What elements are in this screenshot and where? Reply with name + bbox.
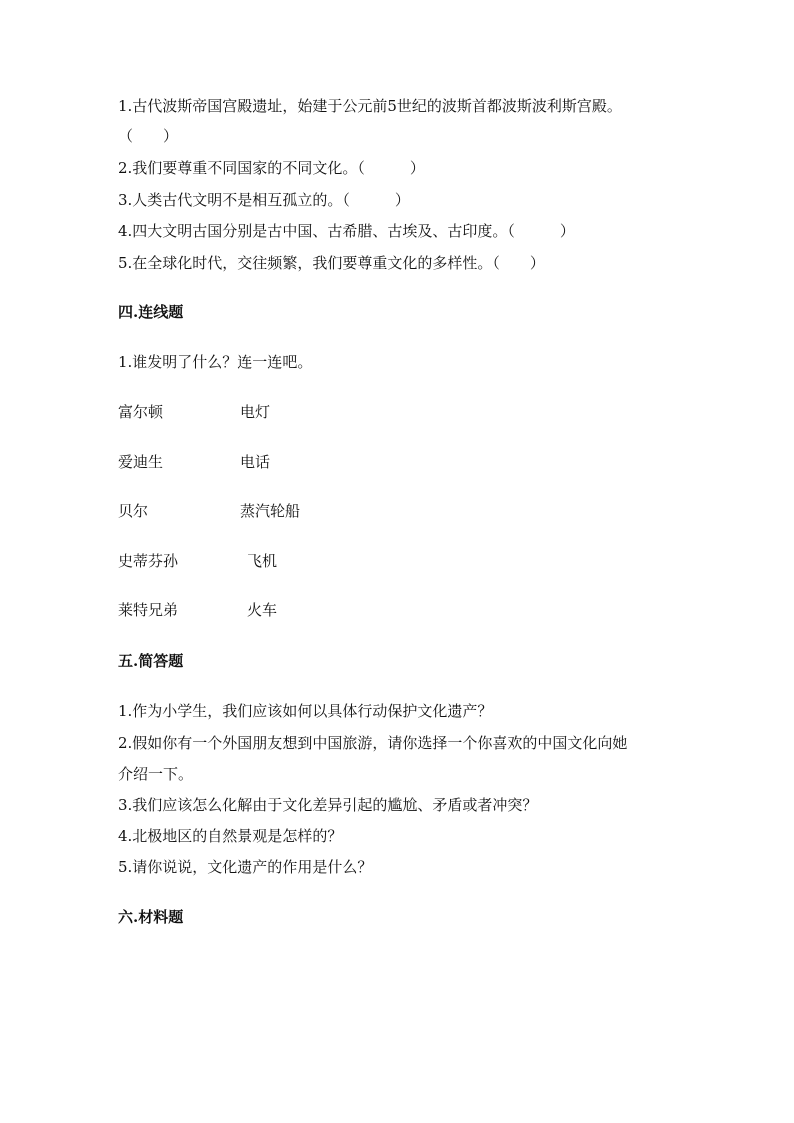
matching-question: 1.谁发明了什么？连一连吧。: [118, 353, 313, 371]
judgment-item-1-answer: （ ）: [118, 127, 179, 145]
section-6-heading: 六.材料题: [118, 908, 184, 926]
short-answer-5: 5.请你说说，文化遗产的作用是什么？: [118, 858, 373, 876]
judgment-item-3: 3.人类古代文明不是相互孤立的。（ ）: [118, 191, 410, 209]
judgment-item-5: 5.在全球化时代，交往频繁，我们要尊重文化的多样性。（ ）: [118, 254, 545, 272]
short-answer-2-continued: 介绍一下。: [118, 765, 194, 783]
match-left-5: 莱特兄弟: [118, 601, 179, 619]
match-right-5: 火车: [247, 601, 278, 619]
short-answer-1: 1.作为小学生，我们应该如何以具体行动保护文化遗产？: [118, 702, 493, 720]
match-right-2: 电话: [240, 453, 271, 471]
match-right-1: 电灯: [240, 403, 271, 421]
short-answer-2: 2.假如你有一个外国朋友想到中国旅游，请你选择一个你喜欢的中国文化向她: [118, 734, 628, 752]
judgment-item-1: 1.古代波斯帝国宫殿遗址，始建于公元前5世纪的波斯首都波斯波利斯宫殿。: [118, 97, 622, 115]
match-left-1: 富尔顿: [118, 403, 164, 421]
match-right-4: 飞机: [247, 552, 278, 570]
short-answer-3: 3.我们应该怎么化解由于文化差异引起的尴尬、矛盾或者冲突？: [118, 796, 538, 814]
match-left-2: 爱迪生: [118, 453, 164, 471]
match-left-4: 史蒂芬孙: [118, 552, 179, 570]
section-4-heading: 四.连线题: [118, 303, 184, 321]
judgment-item-2: 2.我们要尊重不同国家的不同文化。（ ）: [118, 159, 425, 177]
match-right-3: 蒸汽轮船: [240, 502, 301, 520]
section-5-heading: 五.简答题: [118, 652, 184, 670]
judgment-item-4: 4.四大文明古国分别是古中国、古希腊、古埃及、古印度。（ ）: [118, 222, 575, 240]
short-answer-4: 4.北极地区的自然景观是怎样的？: [118, 827, 343, 845]
match-left-3: 贝尔: [118, 502, 149, 520]
